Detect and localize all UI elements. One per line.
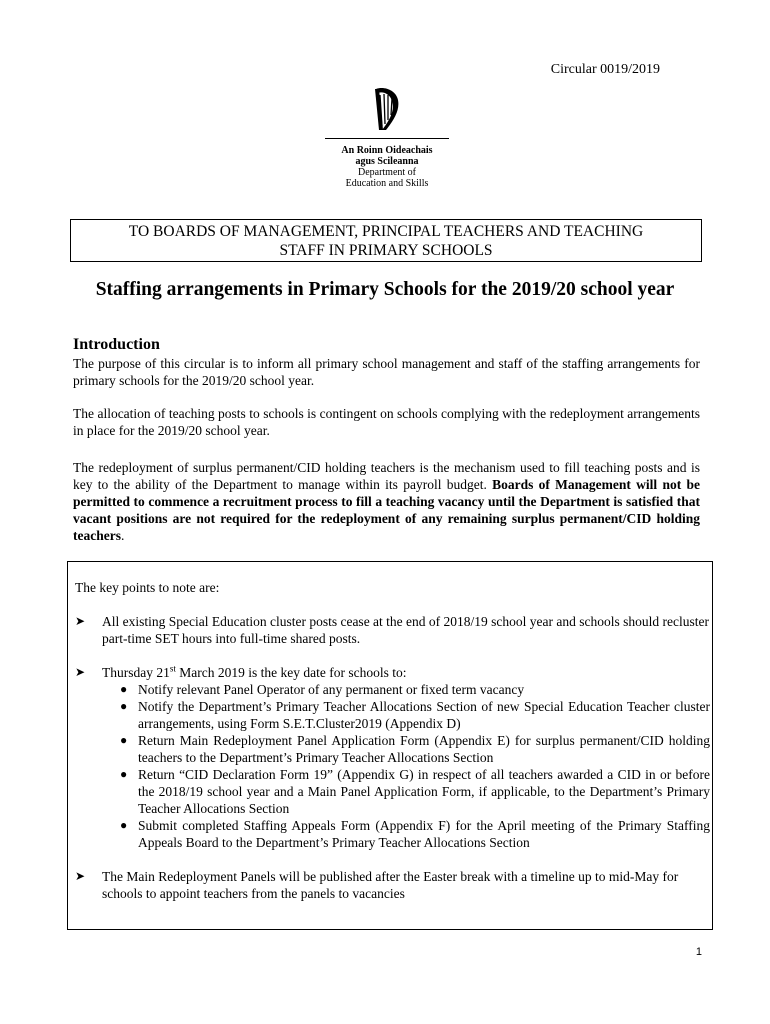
- list-item: ● Notify relevant Panel Operator of any permanent or fixed term vacancy: [120, 682, 525, 697]
- intro-paragraph-3-end: .: [120, 528, 125, 543]
- list-item: ● Return Main Redeployment Panel Application Form (Appendix E) for surplus permanent/CID holding teachers to the Department’s Primary Teacher Allocations Section: [120, 733, 710, 765]
- logo-line-irish-1: An Roinn Oideachais: [341, 145, 433, 156]
- arrow-bullet-icon: ➤: [75, 869, 86, 883]
- logo-line-irish-2: agus Scileanna: [355, 156, 419, 167]
- bullet-dot-icon: ●: [120, 767, 128, 781]
- logo-divider: [325, 138, 449, 139]
- list-item: ● Submit completed Staffing Appeals Form (Appendix F) for the April meeting of the Primary Staffing Appeals Board to the Department’s Primary Teacher Allocations Section: [120, 818, 710, 850]
- key-points-box: [67, 561, 713, 930]
- page-number: 1: [695, 946, 702, 958]
- introduction-heading: Introduction: [73, 336, 160, 353]
- addressee-box: [70, 219, 702, 262]
- key-points-intro: The key points to note are:: [75, 580, 220, 595]
- intro-paragraph-2: The allocation of teaching posts to schools is contingent on schools complying with the redeployment arrangements in place for the 2019/20 school year.: [73, 406, 700, 438]
- bullet-dot-icon: ●: [120, 818, 128, 832]
- intro-paragraph-1: The purpose of this circular is to inform all primary school management and staff of the staffing arrangements for primary schools for the 2019/20 school year.: [73, 356, 700, 388]
- harp-icon: [370, 86, 404, 132]
- intro-paragraph-3-bold: Boards of Management will not be permitted to commence a recruitment process to fill a teaching vacancy until the Department is satisfied that vacant positions are not required for the redeployment of any remaining surplus permanent/CID holding teachers: [73, 477, 700, 543]
- list-item: ● Notify the Department’s Primary Teacher Allocations Section of new Special Education Teacher cluster arrangements, using Form S.E.T.Cluster2019 (Appendix D): [120, 699, 710, 731]
- intro-paragraph-3: [73, 459, 700, 544]
- key-point-2-suffix: st: [169, 663, 176, 674]
- key-point-3: [75, 868, 710, 902]
- page-title: Staffing arrangements in Primary Schools for the 2019/20 school year: [95, 279, 675, 300]
- bullet-dot-icon: ●: [120, 733, 128, 747]
- arrow-bullet-icon: ➤: [75, 665, 86, 679]
- key-point-2-date: Thursday 21: [102, 665, 170, 680]
- addressee-line-2: STAFF IN PRIMARY SCHOOLS: [279, 242, 493, 259]
- key-point-1: [75, 613, 710, 647]
- logo-line-english-2: Education and Skills: [345, 178, 429, 189]
- bullet-dot-icon: ●: [120, 682, 128, 696]
- key-point-2-text: March 2019 is the key date for schools to:: [175, 665, 407, 680]
- bullet-dot-icon: ●: [120, 699, 128, 713]
- addressee-line-1: TO BOARDS OF MANAGEMENT, PRINCIPAL TEACHERS AND TEACHING: [128, 223, 644, 240]
- list-item: ● Return “CID Declaration Form 19” (Appendix G) in respect of all teachers awarded a CID in or before the 2018/19 school year and a Main Panel Application Form, if applicable, to the Department’s Primary Teacher Allocations Section: [120, 767, 710, 816]
- key-point-2: [75, 664, 710, 851]
- circular-reference: Circular 0019/2019: [550, 62, 660, 77]
- key-date-tasks-list: [102, 681, 710, 851]
- department-logo: [325, 86, 449, 189]
- key-point-3-text: The Main Redeployment Panels will be published after the Easter break with a timeline up to mid-May for schools to appoint teachers from the panels to vacancies: [102, 869, 679, 901]
- logo-line-english-1: Department of: [357, 167, 417, 178]
- arrow-bullet-icon: ➤: [75, 614, 86, 628]
- intro-paragraph-3-text: The redeployment of surplus permanent/CID holding teachers is the mechanism used to fill teaching posts and is key to the ability of the Department to manage within its payroll budget.: [73, 460, 700, 492]
- key-point-1-text: All existing Special Education cluster posts cease at the end of 2018/19 school year and schools should recluster part-time SET hours into full-time shared posts.: [102, 614, 709, 646]
